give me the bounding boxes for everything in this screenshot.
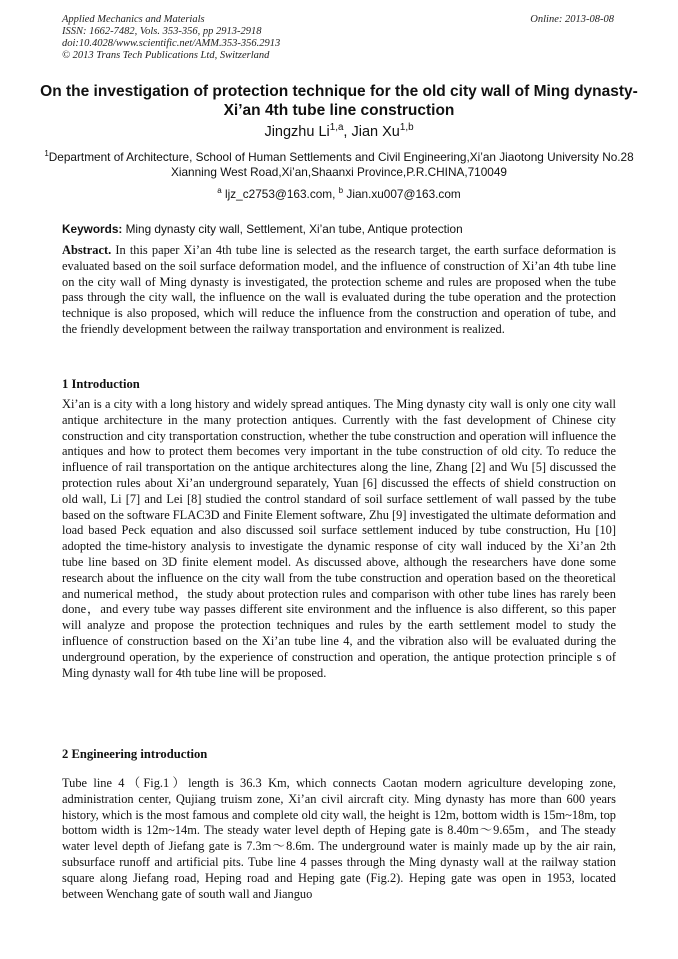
issn-line: ISSN: 1662-7482, Vols. 353-356, pp 2913-2918 bbox=[62, 26, 262, 37]
email-mark: a bbox=[217, 186, 222, 196]
section-heading: 2 Engineering introduction bbox=[62, 747, 208, 761]
affiliation-mark: 1 bbox=[44, 149, 49, 159]
author-line bbox=[0, 123, 678, 141]
author-separator: , bbox=[343, 124, 352, 140]
copyright-line: © 2013 Trans Tech Publications Ltd, Switzerland bbox=[62, 50, 270, 61]
email-address: ljz_c2753@163.com, bbox=[221, 187, 339, 201]
abstract bbox=[62, 243, 616, 338]
body-paragraph: Xi’an is a city with a long history and widely spread antiques. The Ming dynasty city wall is only one city wall antique architecture in the many protection antiques. Currently with the fast development of Chinese city construction and city transportation construction, whether the tube construction and operation will influence the antiques and how to protect them becomes very important in the tube construction of old city. To reduce the influence of rail transportation on the antique architectures along the line, Zhang [2] and Wu [5] discussed the protection rules about Xi’an underground separately, Yuan [6] discussed the effects of shield construction on old wall, Li [7] and Lei [8] studied the control standard of soil surface settlement of wall passed by the tube based on the software FLAC3D and Finite Element software, Zhu [9] investigated the ultimate deformation and load based Peck equation and also discussed soil surface settlement induced by tube construction, Hu [10] adopted the time-history analysis to investigate the dynamic response of city wall induced by the Xi’an 2th tube line based on 3D finite element model. As discussed above, although the researchers have done some research about the influence on the city wall from the tube construction and operation based on the theoretical and numerical method，the study about protection rules and comparison with other tube lines has rarely been done，and every tube way passes different site environment and the influence is also different, so this paper will analyze and propose the protection techniques and rules by the earth settlement model to study the influence of construction based on the Xi’an tube line 4, and the vibration also will be evaluated during the underground operation, by the experience of construction and operation, the antique protection principle s of Ming dynasty wall for 4th tube line will be proposed. bbox=[62, 397, 616, 680]
journal-meta bbox=[62, 14, 280, 62]
email-address: Jian.xu007@163.com bbox=[343, 187, 461, 201]
abstract-text: In this paper Xi’an 4th tube line is selected as the research target, the earth surface deformation is evaluated based on the soil surface deformation model, and the influence of construction of Xi’an 4th tube line on the city wall of Ming dynasty is investigated, the protection scheme and rules are proposed when the tube pass through the city wall, the influence on the wall is evaluated during the tube operation and the protection technique is also proposed, which will reduce the influence from the construction and operation of tube, and the friendly development between the railway transportation and environment is realized. bbox=[62, 243, 616, 336]
author-affil-mark: 1,a bbox=[329, 122, 344, 134]
paper-title: On the investigation of protection technique for the old city wall of Ming dynasty- Xi’an 4th tube line construction bbox=[40, 83, 638, 119]
affiliation-text: Department of Architecture, School of Human Settlements and Civil Engineering,Xi’an Jiaotong University No.28 Xianning West Road,Xi’an,Shaanxi Province,P.R.CHINA,710049 bbox=[48, 150, 634, 179]
email-line bbox=[0, 187, 678, 201]
affiliation bbox=[40, 150, 638, 180]
author-affil-mark: 1,b bbox=[399, 122, 414, 134]
online-date: Online: 2013-08-08 bbox=[530, 14, 614, 25]
abstract-label: Abstract. bbox=[62, 243, 112, 257]
body-paragraph: Tube line 4（Fig.1）length is 36.3 Km, which connects Caotan modern agriculture developing zone, administration center, Qujiang truism zone, Xi’an civil aircraft city. Ming dynasty has more than 600 years history, which is the most famous and complete old city wall, the height is 12m, bottom width is 15m~18m, top bottom width is 12m~14m. The steady water level depth of Heping gate is 8.40m～9.65m，and The steady water level depth of Jiefang gate is 7.3m～8.6m. The underground water is mainly made up by the air rain, subsurface runoff and artificial pits. Tube line 4 passes through the Ming dynasty wall at the railway station square along Jiefang road, Heping road and Heping gate (Fig.2). Heping gate was open in 1953, located between Wenchang gate of south wall and Jianguo bbox=[62, 776, 616, 901]
author-name: Jingzhu Li bbox=[264, 124, 330, 140]
journal-name: Applied Mechanics and Materials bbox=[62, 14, 205, 25]
section-heading: 1 Introduction bbox=[62, 377, 140, 391]
doi-line: doi:10.4028/www.scientific.net/AMM.353-356.2913 bbox=[62, 38, 281, 49]
keywords bbox=[62, 222, 616, 236]
keywords-text: Ming dynasty city wall, Settlement, Xi’an tube, Antique protection bbox=[122, 222, 463, 236]
author-name: Jian Xu bbox=[351, 124, 400, 140]
email-mark: b bbox=[338, 186, 344, 196]
keywords-label: Keywords: bbox=[62, 222, 123, 236]
